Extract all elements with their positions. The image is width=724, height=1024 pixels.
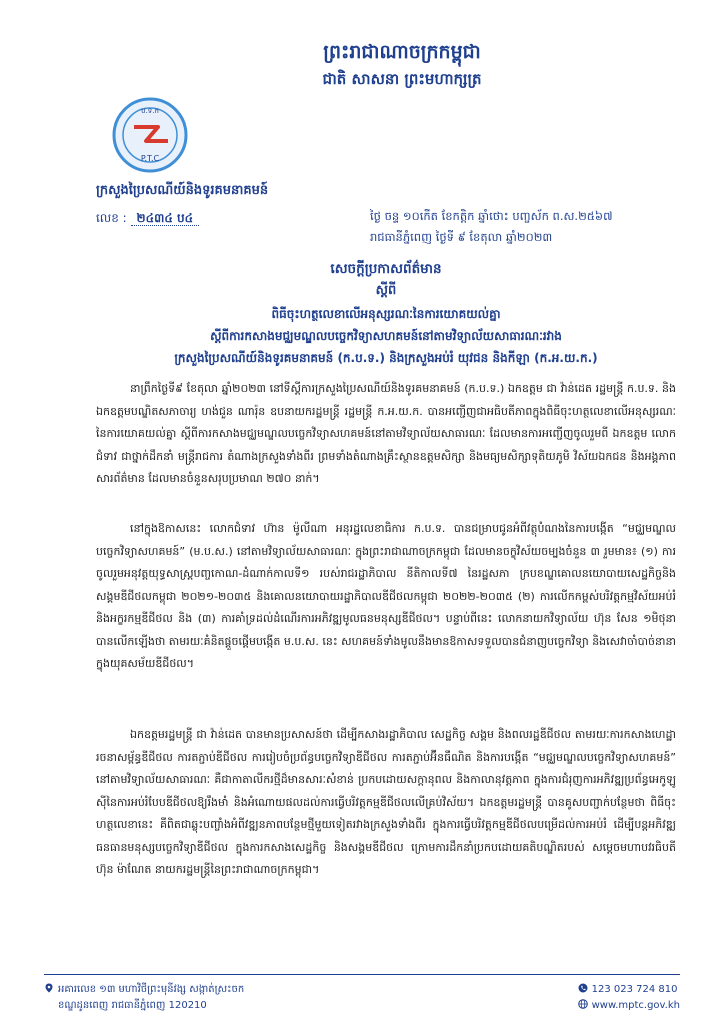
date-lunar: ថ្ងៃ ចន្ទ ១០កើត ខែកត្តិក ឆ្នាំថោះ បញ្ចស័ក ព.ស.២៥៦៧ (370, 209, 613, 223)
title-about: ស្តីពី (375, 283, 397, 298)
reference (96, 210, 199, 228)
kingdom-title: ព្រះរាជាណាចក្រកម្ពុជា (323, 41, 481, 63)
location-pin-icon (44, 983, 54, 993)
motto: ជាតិ សាសនា ព្រះមហាក្សត្រ (322, 70, 482, 88)
globe-icon (578, 999, 588, 1009)
subject-line-1: ពិធីចុះហត្ថលេខាលើអនុស្សរណៈនៃការយោគយល់គ្នា (271, 307, 501, 321)
phone-number: 123 023 724 810 (591, 984, 678, 995)
address-line-2: ខណ្ឌដូនពេញ រាជធានីភ្នំពេញ 120210 (58, 1000, 207, 1011)
ministry-name: ក្រសួងប្រៃសណីយ៍និងទូរគមនាគមន៍ (96, 183, 269, 198)
subject-line-3: ក្រសួងប្រៃសណីយ៍និងទូរគមនាគមន៍ (ក.ប.ទ.) និងក្រសួងអប់រំ យុវជន និងកីឡា (ក.អ.យ.ក.) (174, 351, 598, 365)
document-title: សេចក្តីប្រកាសព័ត៌មាន (330, 261, 442, 277)
ministry-logo (110, 95, 190, 175)
footer-contact (578, 982, 680, 1014)
subject-line-2: ស្តីពីការកសាងមជ្ឈមណ្ឌលបច្ចេកវិទ្យាសហគមន៍នៅតាមវិទ្យាល័យសាធារណៈរវាង (210, 329, 562, 343)
website-link[interactable]: www.mptc.gov.kh (591, 1000, 680, 1011)
paragraph-1: នាព្រឹកថ្ងៃទី៩ ខែតុលា ឆ្នាំ២០២៣ នៅទីស្តីការក្រសួងប្រៃសណីយ៍និងទូរគមនាគមន៍ (ក.ប.ទ.) ឯកឧត្តម ជា វ៉ាន់ដេត រដ្ឋមន្ត្រី ក.ប.ទ. និងឯកឧត្តមបណ្ឌិតសភាចារ្យ ហង់ជួន ណារ៉ុន ឧបនាយករដ្ឋមន្ត្រី រដ្ឋមន្ត្រី ក.អ.យ.ក. បានអញ្ជើញជាអធិបតីភាពក្នុងពិធីចុះហត្ថលេខាលើអនុស្សរណៈនៃការយោគយល់គ្នា ស្តីពីការកសាងមជ្ឈមណ្ឌលបច្ចេកវិទ្យាសហគមន៍នៅតាមវិទ្យាល័យសាធារណៈ ដែលមានការអញ្ជើញចូលរួមពី ឯកឧត្តម លោកជំទាវ ជាថ្នាក់ដឹកនាំ មន្ត្រីរាជការ តំណាងក្រសួងទាំងពីរ ព្រមទាំងតំណាងគ្រឹះស្ថានឧត្តមសិក្សា និងមធ្យមសិក្សាទុតិយភូមិ វិស័យឯកជន និងអង្គភាពសារព័ត៌មាន ដែលមានចំនួនសរុបប្រមាណ ២៧០ នាក់។ (96, 382, 676, 485)
paragraph-3: ឯកឧត្តមរដ្ឋមន្ត្រី ជា វ៉ាន់ដេត បានមានប្រសាសន៍ថា ដើម្បីកសាងរដ្ឋាភិបាល សេដ្ឋកិច្ច សង្គម និងពលរដ្ឋឌីជីថល តាមរយៈការកសាងហេដ្ឋារចនាសម្ព័ន្ធឌីជីថល ការតភ្ជាប់ឌីជីថល ការរៀបចំប្រព័ន្ធបច្ចេកវិទ្យាឌីជីថល ការតភ្ជាប់អ៊ីនធឺណិត និងការបង្កើត “មជ្ឈមណ្ឌលបច្ចេកវិទ្យាសហគមន៍” នៅតាមវិទ្យាល័យសាធារណៈ គឺជាកាតាលីករថ្មីដ៏មានសារៈសំខាន់ ប្រកបដោយសក្តានុពល និងកាលានុវត្តភាព ក្នុងការជំរុញការអភិវឌ្ឍប្រព័ន្ធអេកូឡូស៊ីនៃការអប់រំបែបឌីជីថលឱ្យរឹងមាំ និងអំណោយផលដល់ការធ្វើបរិវត្តកម្មឌីជីថលលើគ្រប់វិស័យ។ ឯកឧត្តមរដ្ឋមន្ត្រី បានគូសបញ្ជាក់បន្ថែមថា ពិធីចុះហត្ថលេខានេះ គឺពិតជាឆ្លុះបញ្ចាំងអំពីវឌ្ឍនភាពបន្ថែមថ្មីមួយទៀតរវាងក្រសួងទាំងពីរ ក្នុងការធ្វើបរិវត្តកម្មឌីជីថលបម្រើដល់ការអប់រំ ដើម្បីបន្តអភិវឌ្ឍធនធានមនុស្សបច្ចេកវិទ្យាឌីជីថល ក្នុងការកសាងសេដ្ឋកិច្ច និងសង្គមឌីជីថល ក្រោមការដឹកនាំប្រកបដោយគតិបណ្ឌិតរបស់ សម្តេចមហាបវរធិបតី ហ៊ុន ម៉ាណែត នាយករដ្ឋមន្ត្រីនៃព្រះរាជាណាចក្រកម្ពុជា។ (96, 728, 676, 876)
reference-number: ២៤៣៤ ប៤ (131, 211, 200, 226)
footer-divider (44, 974, 680, 975)
paragraph-2: នៅក្នុងឱកាសនេះ លោកជំទាវ ហ៊ាន ម៉ូលីណា អនុរដ្ឋលេខាធិការ ក.ប.ទ. បានជម្រាបជូនអំពីវត្ថុបំណងនៃការបង្កើត “មជ្ឈមណ្ឌលបច្ចេកវិទ្យាសហគមន៍” (ម.ប.ស.) នៅតាមវិទ្យាល័យសាធារណៈ ក្នុងព្រះរាជាណាចក្រកម្ពុជា ដែលមានចក្ខុវិស័យចម្បងចំនួន ៣ រួមមាន៖ (១) ការចូលរួមអនុវត្តយុទ្ធសាស្ត្របញ្ចកោណ-ដំណាក់កាលទី១ របស់រាជរដ្ឋាភិបាល នីតិកាលទី៧ នៃរដ្ឋសភា ក្របខណ្ឌគោលនយោបាយសេដ្ឋកិច្ចនិងសង្គមឌីជីថលកម្ពុជា ២០២១-២០៣៥ និងគោលនយោបាយរដ្ឋាភិបាលឌីជីថលកម្ពុជា ២០២២-២០៣៥ (២) ការលើកកម្ពស់បរិវត្តកម្មវិស័យអប់រំ និងអក្ខរកម្មឌីជីថល និង (៣) ការគាំទ្រដល់ដំណើរការអភិវឌ្ឍមូលធនមនុស្សឌីជីថល។ បន្ទាប់ពីនេះ លោកនាយកវិទ្យាល័យ ហ៊ុន សែន ១មិថុនា បានលើកឡើងថា តាមរយៈគំនិតផ្តួចផ្តើមបង្កើត ម.ប.ស. នេះ សហគមន៍ទាំងមូលនឹងមានឱកាសទទួលបានជំនាញបច្ចេកវិទ្យា និងសេវាចាំបាច់នានា ក្នុងយុគសម័យឌីជីថល។ (96, 522, 676, 670)
reference-label: លេខ : (96, 211, 127, 225)
logo-bottom-text: P.T.C (140, 154, 160, 163)
date-solar: រាជធានីភ្នំពេញ ថ្ងៃទី ៩ ខែតុលា ឆ្នាំ២០២៣ (370, 230, 553, 244)
logo-top-text: ប.ទ.ក (141, 107, 159, 115)
phone-icon (578, 983, 588, 993)
address-line-1: អគារលេខ ១៣ មហាវិថីព្រះមុនីវង្ស សង្កាត់ស្រះចក (58, 984, 245, 995)
footer-address (44, 982, 244, 1014)
